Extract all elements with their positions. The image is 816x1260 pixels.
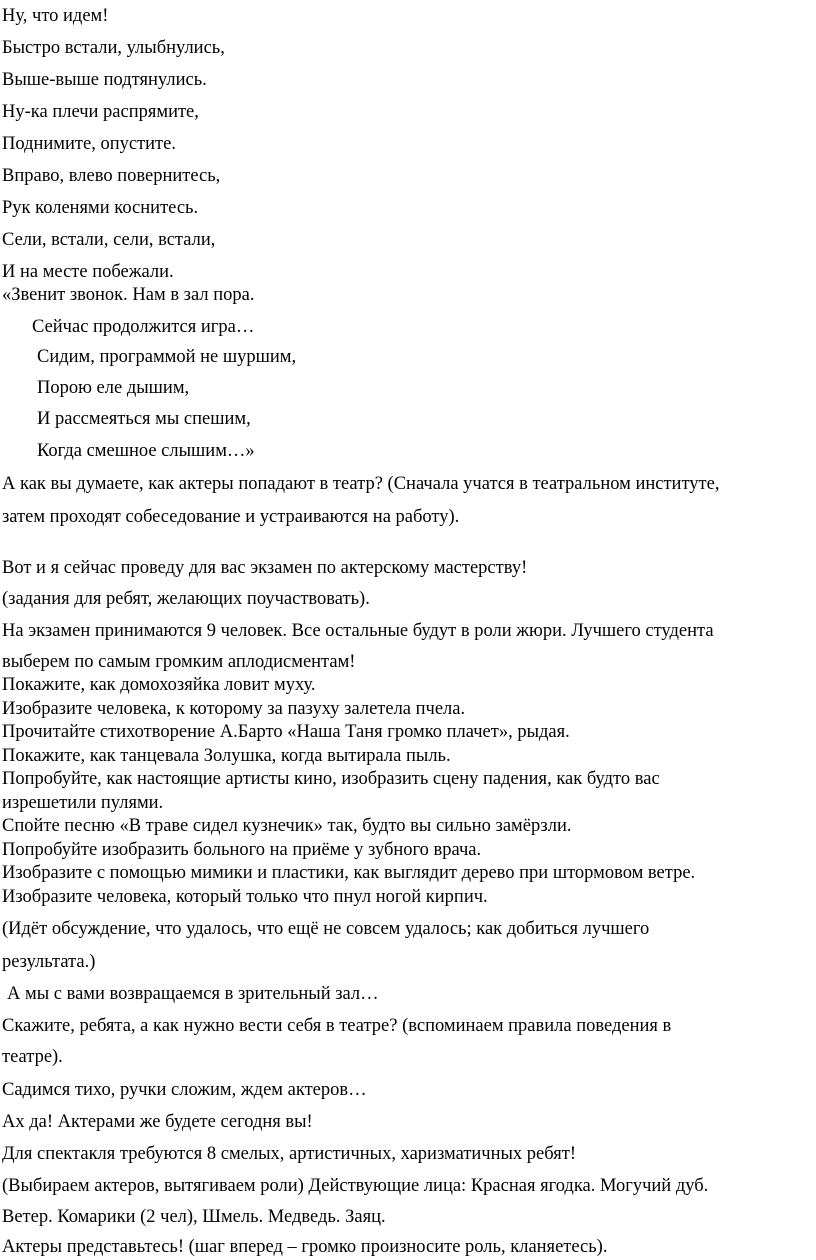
- text-line: А мы с вами возвращаемся в зрительный зал…: [7, 984, 379, 1004]
- text-line: (Идёт обсуждение, что удалось, что ещё не совсем удалось; как добиться лучшего: [2, 919, 650, 939]
- text-line: Изобразите с помощью мимики и пластики, как выглядит дерево при штормовом ветре.: [2, 863, 696, 883]
- text-line: Ветер. Комарики (2 чел), Шмель. Медведь. Заяц.: [2, 1207, 386, 1227]
- text-line: Попробуйте изобразить больного на приёме у зубного врача.: [2, 840, 482, 860]
- text-line: театре).: [2, 1047, 63, 1067]
- text-line: выберем по самым громким аплодисментам!: [2, 652, 356, 672]
- text-line: Порою еле дышим,: [37, 378, 190, 398]
- text-line: Вправо, влево повернитесь,: [2, 166, 221, 186]
- text-line: Попробуйте, как настоящие артисты кино, изобразить сцену падения, как будто вас: [2, 769, 660, 789]
- text-line: Выше-выше подтянулись.: [2, 70, 207, 90]
- text-line: А как вы думаете, как актеры попадают в театр? (Сначала учатся в театральном институте,: [2, 474, 720, 494]
- text-line: изрешетили пулями.: [2, 793, 164, 813]
- text-line: Быстро встали, улыбнулись,: [2, 38, 225, 58]
- text-line: Покажите, как домохозяйка ловит муху.: [2, 675, 316, 695]
- text-line: Покажите, как танцевала Золушка, когда вытирала пыль.: [2, 746, 451, 766]
- text-line: затем проходят собеседование и устраиваются на работу).: [2, 507, 460, 527]
- text-line: Ах да! Актерами же будете сегодня вы!: [2, 1112, 313, 1132]
- text-line: Когда смешное слышим…»: [37, 441, 255, 461]
- text-line: Для спектакля требуются 8 смелых, артистичных, харизматичных ребят!: [2, 1144, 576, 1164]
- text-line: Актеры представьтесь! (шаг вперед – громко произносите роль, кланяетесь).: [2, 1237, 608, 1257]
- text-line: Сели, встали, сели, встали,: [2, 230, 216, 250]
- text-line: Рук коленями коснитесь.: [2, 198, 199, 218]
- text-line: Поднимите, опустите.: [2, 134, 176, 154]
- text-line: результата.): [2, 952, 96, 972]
- text-line: «Звенит звонок. Нам в зал пора.: [2, 285, 255, 305]
- text-line: Изобразите человека, к которому за пазуху залетела пчела.: [2, 699, 466, 719]
- text-line: И на месте побежали.: [2, 262, 174, 282]
- text-line: Сейчас продолжится игра…: [32, 317, 255, 337]
- text-line: Садимся тихо, ручки сложим, ждем актеров…: [2, 1080, 367, 1100]
- text-line: Ну, что идем!: [2, 6, 109, 26]
- text-line: На экзамен принимаются 9 человек. Все остальные будут в роли жюри. Лучшего студента: [2, 621, 714, 641]
- text-line: Прочитайте стихотворение А.Барто «Наша Таня громко плачет», рыдая.: [2, 722, 570, 742]
- text-line: Вот и я сейчас проведу для вас экзамен по актерскому мастерству!: [2, 558, 528, 578]
- text-line: Ну-ка плечи распрямите,: [2, 102, 199, 122]
- text-line: Сидим, программой не шуршим,: [37, 347, 297, 367]
- text-line: И рассмеяться мы спешим,: [37, 409, 251, 429]
- text-line: Изобразите человека, который только что пнул ногой кирпич.: [2, 887, 488, 907]
- text-line: (Выбираем актеров, вытягиваем роли) Действующие лица: Красная ягодка. Могучий дуб.: [2, 1176, 709, 1196]
- text-line: Скажите, ребята, а как нужно вести себя в театре? (вспоминаем правила поведения в: [2, 1016, 672, 1036]
- text-line: (задания для ребят, желающих поучаствовать).: [2, 589, 370, 609]
- text-line: Спойте песню «В траве сидел кузнечик» так, будто вы сильно замёрзли.: [2, 816, 572, 836]
